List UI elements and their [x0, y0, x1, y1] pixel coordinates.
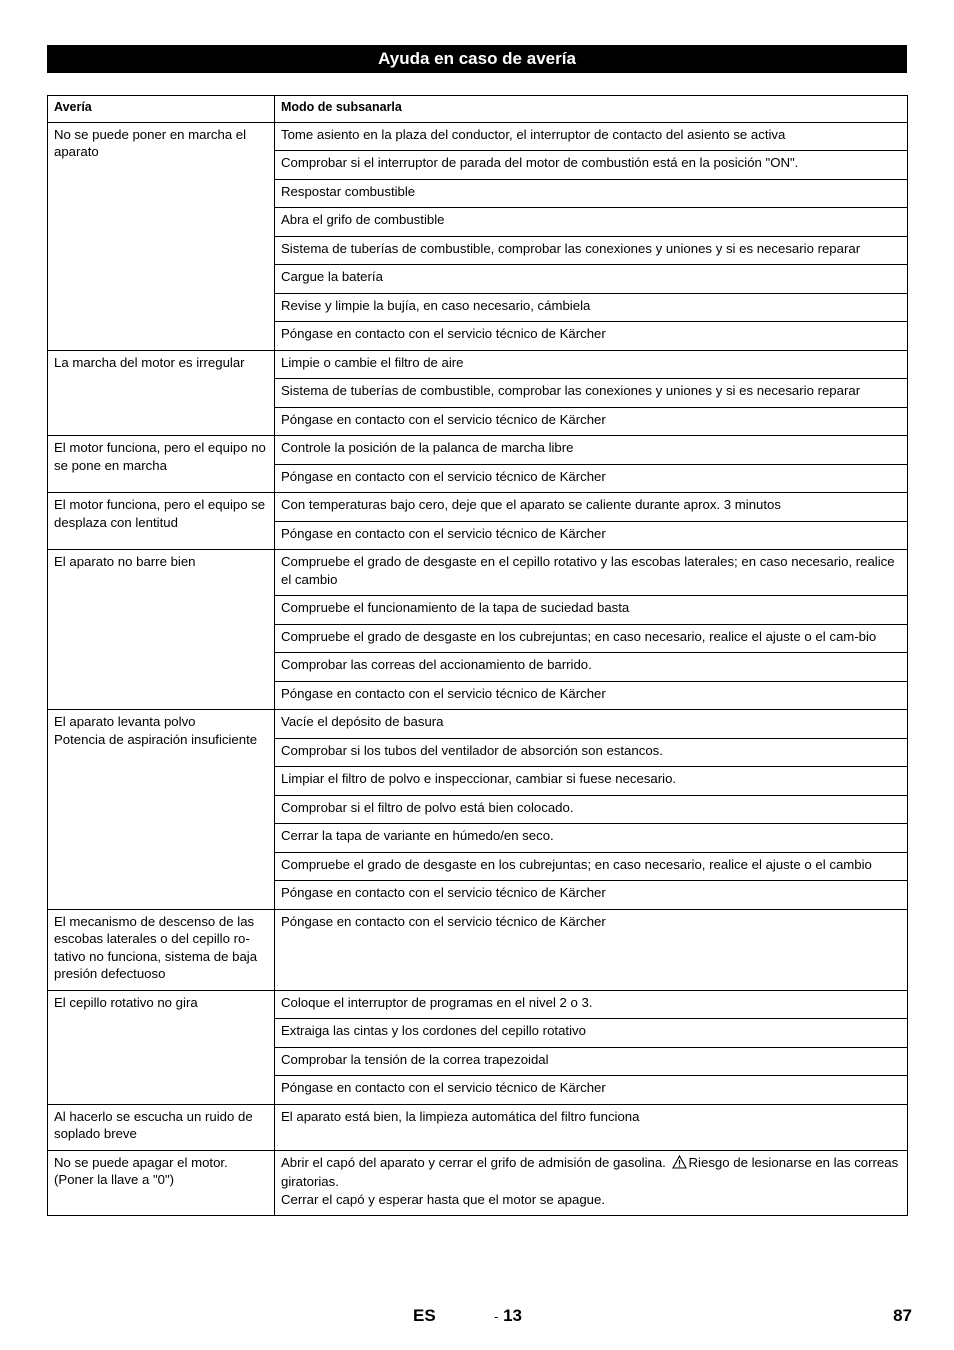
- remedy-cell: Sistema de tuberías de combustible, comprobar las conexiones y uniones y si es necesario reparar: [275, 379, 908, 408]
- table-row: [48, 990, 908, 1019]
- remedy-cell: Comprobar la tensión de la correa trapezoidal: [275, 1047, 908, 1076]
- fault-cell: El aparato no barre bien: [48, 550, 275, 710]
- remedy-cell: Extraiga las cintas y los cordones del cepillo rotativo: [275, 1019, 908, 1048]
- fault-cell: El motor funciona, pero el equipo se desplaza con lentitud: [48, 493, 275, 550]
- remedy-cell: Coloque el interruptor de programas en el nivel 2 o 3.: [275, 990, 908, 1019]
- fault-cell: Al hacerlo se escucha un ruido de soplado breve: [48, 1104, 275, 1150]
- language-code: ES: [413, 1306, 436, 1325]
- troubleshooting-table: [47, 95, 908, 1216]
- remedy-cell: Limpie o cambie el filtro de aire: [275, 350, 908, 379]
- remedy-cell: Compruebe el grado de desgaste en el cepillo rotativo y las escobas laterales; en caso necesario, realice el cambio: [275, 550, 908, 596]
- table-row: [48, 909, 908, 990]
- remedy-cell: Comprobar las correas del accionamiento de barrido.: [275, 653, 908, 682]
- remedy-cell: Póngase en contacto con el servicio técnico de Kärcher: [275, 881, 908, 910]
- table-row: [48, 122, 908, 151]
- remedy-cell: Póngase en contacto con el servicio técnico de Kärcher: [275, 909, 908, 990]
- table-row: [48, 1104, 908, 1150]
- remedy-cell: Compruebe el funcionamiento de la tapa de suciedad basta: [275, 596, 908, 625]
- table-row: [48, 550, 908, 596]
- remedy-text: Cerrar el capó y esperar hasta que el motor se apague.: [281, 1191, 606, 1207]
- remedy-cell: Controle la posición de la palanca de marcha libre: [275, 436, 908, 465]
- remedy-text: Abrir el capó del aparato y cerrar el grifo de admisión de gasolina.: [281, 1154, 666, 1170]
- table-row: [48, 493, 908, 522]
- header-remedy: Modo de subsanarla: [275, 96, 908, 123]
- remedy-cell: Comprobar si el filtro de polvo está bien colocado.: [275, 795, 908, 824]
- fault-cell: El mecanismo de descenso de las escobas laterales o del cepillo ro-tativo no funciona, sistema de baja presión defectuoso: [48, 909, 275, 990]
- remedy-cell: Póngase en contacto con el servicio técnico de Kärcher: [275, 1076, 908, 1105]
- table-row: [48, 710, 908, 739]
- remedy-cell: Revise y limpie la bujía, en caso necesario, cámbiela: [275, 293, 908, 322]
- table-body: [48, 122, 908, 1150]
- remedy-cell: Respostar combustible: [275, 179, 908, 208]
- remedy-cell: Comprobar si los tubos del ventilador de absorción son estancos.: [275, 738, 908, 767]
- remedy-cell: Tome asiento en la plaza del conductor, el interruptor de contacto del asiento se activa: [275, 122, 908, 151]
- remedy-cell: Póngase en contacto con el servicio técnico de Kärcher: [275, 407, 908, 436]
- remedy-cell: Con temperaturas bajo cero, deje que el aparato se caliente durante aprox. 3 minutos: [275, 493, 908, 522]
- warning-triangle-icon: [672, 1155, 687, 1174]
- fault-cell: El cepillo rotativo no gira: [48, 990, 275, 1104]
- header-fault: Avería: [48, 96, 275, 123]
- remedy-cell: Póngase en contacto con el servicio técnico de Kärcher: [275, 681, 908, 710]
- fault-cell: El motor funciona, pero el equipo no se pone en marcha: [48, 436, 275, 493]
- page-number: 87: [893, 1306, 912, 1325]
- table-row: [48, 436, 908, 465]
- table-header-row: [48, 96, 908, 123]
- fault-cell: El aparato levanta polvo Potencia de aspiración insuficiente: [48, 710, 275, 910]
- section-page-number: - 13: [494, 1306, 522, 1325]
- remedy-cell: [275, 1150, 908, 1216]
- fault-cell: No se puede apagar el motor. (Poner la llave a "0"): [48, 1150, 275, 1216]
- table-row: [48, 1150, 908, 1216]
- remedy-cell: Cargue la batería: [275, 265, 908, 294]
- remedy-cell: Compruebe el grado de desgaste en los cubrejuntas; en caso necesario, realice el ajuste o el cam-bio: [275, 624, 908, 653]
- remedy-cell: Compruebe el grado de desgaste en los cubrejuntas; en caso necesario, realice el ajuste o el cambio: [275, 852, 908, 881]
- remedy-cell: Póngase en contacto con el servicio técnico de Kärcher: [275, 521, 908, 550]
- fault-cell: No se puede poner en marcha el aparato: [48, 122, 275, 350]
- section-title: Ayuda en caso de avería: [47, 45, 907, 73]
- remedy-cell: El aparato está bien, la limpieza automática del filtro funciona: [275, 1104, 908, 1150]
- remedy-cell: Comprobar si el interruptor de parada del motor de combustión está en la posición "ON".: [275, 151, 908, 180]
- fault-cell: La marcha del motor es irregular: [48, 350, 275, 436]
- remedy-cell: Vacíe el depósito de basura: [275, 710, 908, 739]
- remedy-cell: Abra el grifo de combustible: [275, 208, 908, 237]
- remedy-cell: Póngase en contacto con el servicio técnico de Kärcher: [275, 464, 908, 493]
- table-row: [48, 350, 908, 379]
- remedy-cell: Cerrar la tapa de variante en húmedo/en seco.: [275, 824, 908, 853]
- remedy-text: Riesgo de lesionarse en las correas giratorias.: [281, 1154, 899, 1189]
- remedy-cell: Póngase en contacto con el servicio técnico de Kärcher: [275, 322, 908, 351]
- remedy-cell: Sistema de tuberías de combustible, comprobar las conexiones y uniones y si es necesario reparar: [275, 236, 908, 265]
- remedy-cell: Limpiar el filtro de polvo e inspeccionar, cambiar si fuese necesario.: [275, 767, 908, 796]
